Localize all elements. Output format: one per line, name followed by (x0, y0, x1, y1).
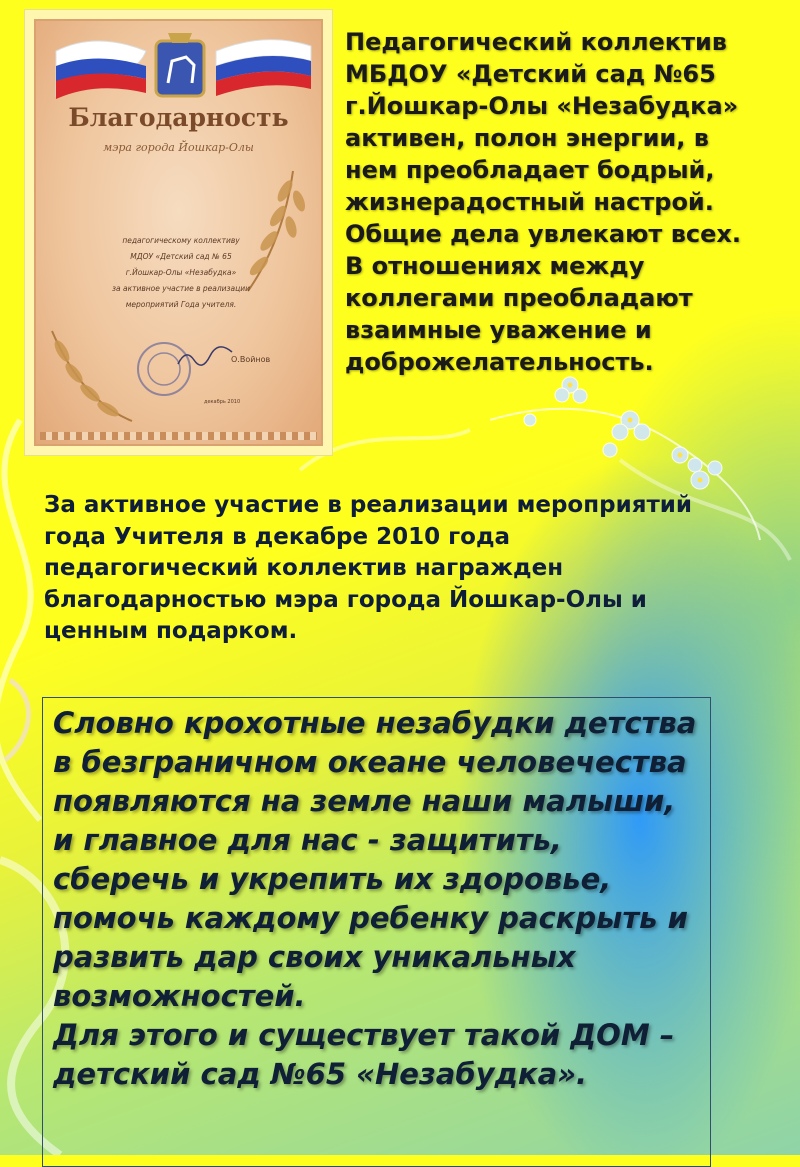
certificate-signer: О.Войнов (231, 355, 271, 364)
quote-paragraph: Словно крохотные незабудки детства в безграничном океане человечества появляются на земле наши малыши, и главное для нас - защитить, сберечь и укрепить их здоровье, помочь каждому ребенку раскрыть и развить дар своих уникальных возможностей. (53, 706, 697, 1013)
flag-emblem-icon (36, 21, 323, 111)
certificate-body-line: педагогическому коллективу (122, 236, 240, 245)
certificate-ornament-border (40, 432, 317, 440)
certificate-date: декабрь 2010 (204, 399, 241, 405)
certificate-paper (34, 19, 323, 446)
quote-paragraph: Для этого и существует такой ДОМ – детский сад №65 «Незабудка». (53, 1018, 675, 1091)
quote-box (42, 697, 711, 1167)
certificate-image (25, 10, 332, 455)
signature-icon (176, 346, 236, 370)
certificate-body-line: г.Йошкар-Олы «Незабудка» (125, 268, 237, 277)
quote-text (53, 704, 703, 1094)
award-paragraph: За активное участие в реализации мероприятий года Учителя в декабре 2010 года педагогический коллектив награжден благодарностью мэра города Йошкар-Олы и ценным подарком. (44, 492, 693, 644)
certificate-title: Благодарность (68, 103, 289, 132)
certificate-body (96, 233, 266, 313)
certificate-body-line: за активное участие в реализации (112, 284, 250, 293)
certificate-body-line: мероприятий Года учителя. (125, 300, 237, 309)
certificate-body-line: МДОУ «Детский сад № 65 (130, 252, 232, 261)
certificate-subtitle: мэра города Йошкар-Олы (103, 141, 254, 154)
laurel-branch-icon (42, 321, 142, 431)
intro-paragraph: Педагогический коллектив МБДОУ «Детский сад №65 г.Йошкар-Олы «Незабудка» активен, полон энергии, в нем преобладает бодрый, жизнерадостный настрой. Общие дела увлекают всех. В отношениях между коллегами преобладают взаимные уважение и доброжелательность. (345, 28, 741, 376)
